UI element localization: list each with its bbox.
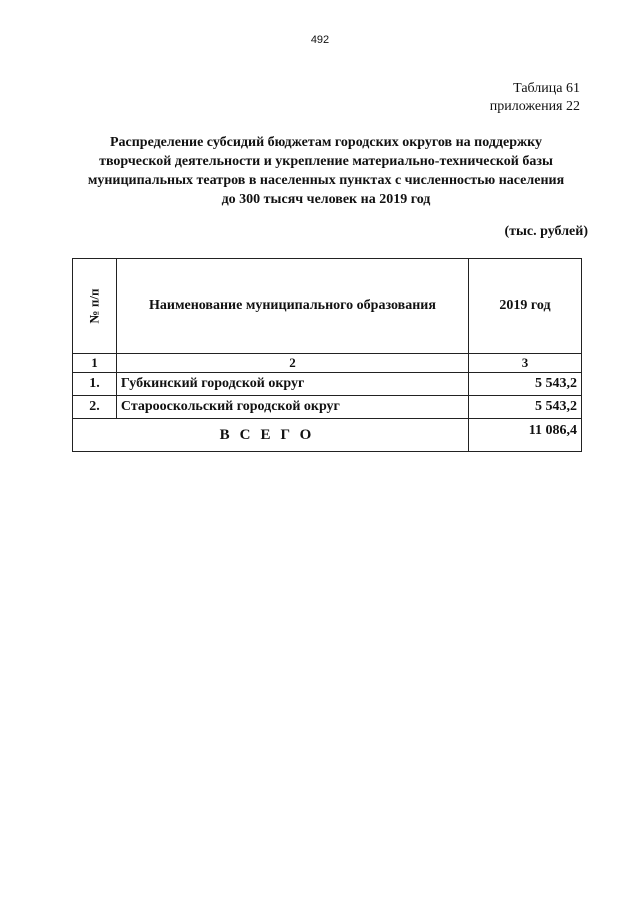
row-num: 2.	[73, 396, 117, 419]
index-cell: 3	[469, 354, 582, 373]
index-cell: 2	[116, 354, 468, 373]
table-row	[73, 396, 582, 419]
header-name: Наименование муниципального образования	[116, 259, 468, 354]
units-label: (тыс. рублей)	[504, 224, 588, 239]
subsidy-table	[72, 258, 582, 452]
title-line: Распределение субсидий бюджетам городских округов на поддержку	[109, 135, 543, 150]
header-num: № п/п	[86, 288, 102, 323]
document-title	[70, 133, 582, 209]
row-value: 5 543,2	[469, 373, 582, 396]
header-year: 2019 год	[469, 259, 582, 354]
title-line: муниципальных театров в населенных пунктах с численностью населения	[87, 173, 565, 188]
row-name: Старооскольский городской округ	[116, 396, 468, 419]
header-num-cell	[73, 259, 117, 354]
index-cell: 1	[73, 354, 117, 373]
table-ref-line: Таблица 61	[513, 81, 580, 96]
header-row	[73, 259, 582, 354]
page-number: 492	[310, 34, 330, 46]
table-reference	[380, 80, 580, 116]
title-line: творческой деятельности и укрепление материально-технической базы	[99, 154, 553, 169]
row-name: Губкинский городской округ	[116, 373, 468, 396]
table-row	[73, 373, 582, 396]
index-row	[73, 354, 582, 373]
row-num: 1.	[73, 373, 117, 396]
total-value: 11 086,4	[469, 419, 582, 452]
total-row	[73, 419, 582, 452]
row-value: 5 543,2	[469, 396, 582, 419]
title-line: до 300 тысяч человек на 2019 год	[221, 192, 431, 207]
total-label: ВСЕГО	[73, 419, 469, 452]
table-ref-line: приложения 22	[489, 99, 580, 114]
